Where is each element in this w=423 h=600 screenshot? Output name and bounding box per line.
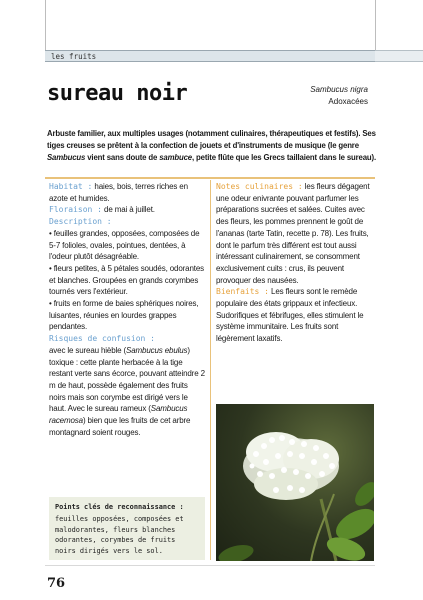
- intro-text-2: vient sans doute de: [85, 153, 160, 162]
- floraison-text: de mai à juillet.: [101, 205, 155, 215]
- elderflower-photo: [216, 404, 374, 561]
- notes-text: les fleurs dégagent une odeur enivrante pouvant parfumer les préparations sucrées et salées. Cuites avec des fleurs, les pommes prennent le goût de l'ananas (tarte Tatin, recette p. 78). Les fruits, dont le parfum très différent est tout aussi intéressant culinairement, se consomment exclusivement cuits : crus, ils peuvent provoquer des nausées.: [216, 182, 370, 285]
- risques-latin-2: Sambucus racemosa: [49, 404, 188, 426]
- description-heading: Description :: [49, 217, 112, 227]
- description-bullet: • feuilles grandes, opposées, composées de 5-7 folioles, ovales, pointues, dentées, à l'odeur plutôt désagréable.: [49, 228, 200, 262]
- section-band-extension: [375, 50, 423, 62]
- intro-text-1: Arbuste familier, aux multiples usages (notamment culinaires, thérapeutiques et festifs). Ses tiges creuses se prêtent à la confection de jouets et d'instruments de musique (le genre: [47, 129, 376, 150]
- right-column: [216, 181, 374, 345]
- habitat-text: haies, bois, terres riches en azote et humides.: [49, 182, 188, 203]
- key-points-heading: Points clés de reconnaissance :: [55, 503, 184, 511]
- column-divider: [210, 180, 211, 560]
- content-top-rule: [45, 177, 375, 179]
- bottom-rule: [45, 565, 375, 566]
- key-points-box: [49, 497, 205, 560]
- page-number: 76: [47, 576, 66, 591]
- left-column: [49, 181, 205, 438]
- habitat-paragraph: [49, 181, 205, 204]
- bienfaits-paragraph: [216, 286, 374, 345]
- description-bullet: • fruits en forme de baies sphériques noires, luisantes, réunies en lourdes grappes pendantes.: [49, 299, 199, 332]
- latin-name: Sambucus nigra: [310, 85, 368, 94]
- intro-text-3: , petite flûte que les Grecs taillaient dans le sureau).: [191, 153, 376, 162]
- risques-paragraph: [49, 345, 205, 439]
- notes-paragraph: [216, 181, 374, 286]
- description-bullet: • fleurs petites, à 5 pétales soudés, odorantes et blanches. Groupées en grands corymbes tournés vers l'extérieur.: [49, 263, 204, 297]
- family-name: Adoxacées: [328, 97, 368, 106]
- bienfaits-text: Les fleurs sont le remède populaire des états grippaux et infectieux. Sudorifiques et fébrifuges, elles stimulent le système immunitaire. Les fruits sont légèrement laxatifs.: [216, 287, 364, 344]
- risques-latin-1: Sambucus ebulus: [126, 345, 188, 355]
- intro-latin-1: Sambucus: [47, 153, 86, 162]
- intro-latin-2: sambuce: [159, 153, 192, 162]
- floraison-paragraph: [49, 204, 205, 216]
- key-points-text: feuilles opposées, composées et malodorantes, fleurs blanches odorantes, corymbes de fruits noirs dirigés vers le sol.: [55, 515, 184, 555]
- page-title: sureau noir: [47, 81, 188, 106]
- section-label: les fruits: [51, 52, 97, 61]
- section-band: [45, 50, 375, 62]
- risques-text-1: avec le sureau hièble (: [49, 345, 127, 355]
- habitat-heading: Habitat :: [49, 182, 93, 191]
- elderflower-illustration: [216, 404, 374, 561]
- bienfaits-heading: Bienfaits :: [216, 287, 269, 297]
- scientific-name-block: [310, 84, 368, 108]
- risques-heading: Risques de confusion :: [49, 334, 155, 344]
- risques-text-3: ) bien que les fruits de cet arbre montagnard soient rouges.: [49, 416, 191, 437]
- risques-text-2: ) toxique : cette plante herbacée à la tige restant verte sans écorce, pouvant atteindre 2 m de haut, possède également des fruits noirs mais son corymbe est dirigé vers le haut. Avec le sureau rameux (: [49, 345, 205, 414]
- notes-heading: Notes culinaires :: [216, 182, 303, 191]
- intro-paragraph: [47, 128, 377, 164]
- floraison-heading: Floraison :: [49, 205, 102, 215]
